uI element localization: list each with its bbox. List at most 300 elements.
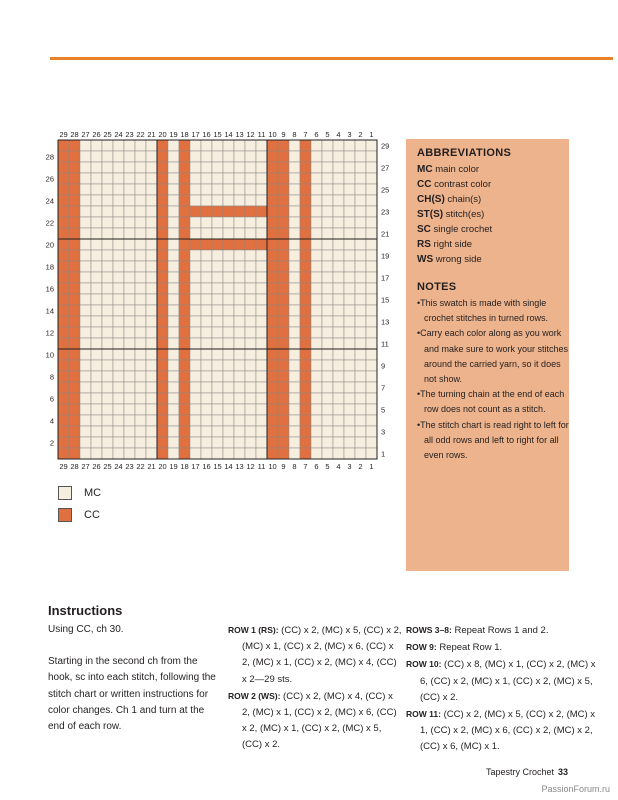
stitch-cell — [91, 371, 102, 382]
stitch-cell — [256, 448, 267, 459]
stitch-cell — [91, 415, 102, 426]
column-label: 11 — [257, 462, 266, 471]
stitch-cell — [267, 217, 278, 228]
stitch-cell — [168, 349, 179, 360]
column-label: 9 — [281, 462, 286, 471]
footer-title: Tapestry Crochet — [485, 767, 554, 777]
stitch-cell — [366, 228, 377, 239]
stitch-cell — [355, 393, 366, 404]
stitch-cell — [179, 151, 190, 162]
stitch-cell — [190, 151, 201, 162]
stitch-cell — [80, 382, 91, 393]
stitch-cell — [201, 448, 212, 459]
stitch-cell — [355, 349, 366, 360]
stitch-cell — [58, 371, 69, 382]
stitch-cell — [190, 140, 201, 151]
stitch-cell — [212, 184, 223, 195]
stitch-cell — [190, 360, 201, 371]
stitch-cell — [278, 261, 289, 272]
stitch-cell — [124, 283, 135, 294]
stitch-cell — [344, 261, 355, 272]
stitch-cell — [80, 162, 91, 173]
stitch-cell — [80, 327, 91, 338]
stitch-cell — [190, 294, 201, 305]
stitch-cell — [234, 151, 245, 162]
stitch-cell — [58, 415, 69, 426]
stitch-cell — [69, 349, 80, 360]
stitch-cell — [267, 162, 278, 173]
stitch-cell — [311, 327, 322, 338]
stitch-cell — [278, 228, 289, 239]
stitch-cell — [69, 415, 80, 426]
stitch-cell — [289, 448, 300, 459]
stitch-cell — [333, 228, 344, 239]
stitch-cell — [201, 250, 212, 261]
stitch-cell — [124, 360, 135, 371]
stitch-cell — [245, 184, 256, 195]
stitch-cell — [80, 250, 91, 261]
row-label-left: 18 — [45, 262, 54, 272]
stitch-cell — [157, 426, 168, 437]
stitch-cell — [355, 206, 366, 217]
note-item: • The stitch chart is read right to left for all odd rows and left to right for all even rows. — [417, 418, 569, 464]
stitch-cell — [179, 349, 190, 360]
stitch-cell — [135, 140, 146, 151]
stitch-cell — [69, 294, 80, 305]
column-label: 29 — [59, 130, 68, 139]
stitch-cell — [212, 338, 223, 349]
stitch-cell — [245, 206, 256, 217]
stitch-cell — [190, 437, 201, 448]
stitch-cell — [58, 382, 69, 393]
stitch-cell — [80, 294, 91, 305]
abbreviation-item: RS right side — [417, 239, 473, 250]
note-item: • Carry each color along as you work and make sure to work your stitches around the carried yarn, so it does not show. — [417, 326, 569, 387]
stitch-cell — [179, 360, 190, 371]
stitch-cell — [69, 162, 80, 173]
stitch-cell — [300, 448, 311, 459]
stitch-cell — [311, 371, 322, 382]
stitch-cell — [69, 250, 80, 261]
stitch-cell — [278, 283, 289, 294]
stitch-cell — [91, 184, 102, 195]
stitch-cell — [245, 426, 256, 437]
stitch-cell — [256, 327, 267, 338]
stitch-cell — [69, 239, 80, 250]
stitch-cell — [135, 272, 146, 283]
stitch-cell — [322, 393, 333, 404]
stitch-cell — [179, 195, 190, 206]
stitch-cell — [179, 250, 190, 261]
stitch-cell — [168, 448, 179, 459]
stitch-cell — [179, 239, 190, 250]
stitch-cell — [91, 448, 102, 459]
stitch-cell — [300, 151, 311, 162]
stitch-cell — [80, 206, 91, 217]
stitch-cell — [289, 415, 300, 426]
stitch-cell — [91, 283, 102, 294]
column-label: 9 — [281, 130, 286, 139]
stitch-cell — [124, 250, 135, 261]
stitch-cell — [256, 371, 267, 382]
stitch-cell — [333, 195, 344, 206]
stitch-cell — [58, 272, 69, 283]
stitch-cell — [234, 393, 245, 404]
stitch-cell — [311, 404, 322, 415]
stitch-cell — [113, 294, 124, 305]
column-label: 17 — [191, 130, 200, 139]
stitch-cell — [135, 261, 146, 272]
stitch-cell — [212, 316, 223, 327]
stitch-cell — [58, 393, 69, 404]
stitch-cell — [157, 140, 168, 151]
stitch-cell — [69, 272, 80, 283]
column-label: 1 — [369, 462, 374, 471]
row-label-left: 2 — [49, 438, 54, 448]
stitch-cell — [113, 151, 124, 162]
stitch-cell — [201, 228, 212, 239]
stitch-cell — [223, 261, 234, 272]
stitch-cell — [234, 195, 245, 206]
stitch-cell — [212, 162, 223, 173]
stitch-cell — [333, 371, 344, 382]
stitch-cell — [58, 360, 69, 371]
stitch-cell — [245, 404, 256, 415]
stitch-cell — [124, 261, 135, 272]
stitch-cell — [113, 217, 124, 228]
stitch-cell — [355, 360, 366, 371]
stitch-cell — [333, 184, 344, 195]
stitch-cell — [135, 360, 146, 371]
stitch-cell — [201, 294, 212, 305]
row-label-right: 29 — [381, 141, 390, 151]
stitch-cell — [80, 151, 91, 162]
stitch-cell — [124, 294, 135, 305]
stitch-cell — [366, 250, 377, 261]
stitch-cell — [190, 261, 201, 272]
stitch-cell — [355, 217, 366, 228]
stitch-cell — [256, 437, 267, 448]
stitch-cell — [91, 327, 102, 338]
stitch-cell — [168, 283, 179, 294]
stitch-cell — [256, 382, 267, 393]
stitch-cell — [311, 349, 322, 360]
stitch-cell — [322, 294, 333, 305]
column-label: 21 — [147, 462, 156, 471]
stitch-cell — [168, 338, 179, 349]
stitch-cell — [201, 184, 212, 195]
stitch-cell — [146, 162, 157, 173]
stitch-cell — [322, 272, 333, 283]
stitch-cell — [135, 316, 146, 327]
stitch-cell — [267, 327, 278, 338]
column-label: 12 — [246, 462, 255, 471]
row-label-right: 23 — [381, 207, 390, 217]
stitch-cell — [267, 371, 278, 382]
stitch-cell — [245, 261, 256, 272]
stitch-cell — [157, 305, 168, 316]
stitch-cell — [300, 173, 311, 184]
stitch-cell — [102, 415, 113, 426]
stitch-cell — [289, 316, 300, 327]
stitch-cell — [355, 162, 366, 173]
stitch-cell — [333, 261, 344, 272]
abbreviation-item: WS wrong side — [417, 254, 482, 265]
column-label: 6 — [314, 130, 319, 139]
stitch-cell — [212, 349, 223, 360]
stitch-cell — [333, 217, 344, 228]
stitch-cell — [267, 206, 278, 217]
stitch-cell — [113, 360, 124, 371]
stitch-cell — [344, 371, 355, 382]
stitch-cell — [201, 283, 212, 294]
stitch-cell — [168, 184, 179, 195]
row-label-right: 17 — [381, 273, 390, 283]
stitch-cell — [267, 349, 278, 360]
stitch-cell — [58, 426, 69, 437]
stitch-cell — [333, 283, 344, 294]
stitch-cell — [333, 448, 344, 459]
stitch-cell — [333, 305, 344, 316]
stitch-cell — [157, 261, 168, 272]
stitch-cell — [157, 250, 168, 261]
stitch-cell — [344, 360, 355, 371]
stitch-cell — [124, 184, 135, 195]
stitch-cell — [91, 195, 102, 206]
stitch-cell — [344, 316, 355, 327]
stitch-cell — [135, 151, 146, 162]
stitch-cell — [168, 426, 179, 437]
stitch-cell — [355, 305, 366, 316]
stitch-cell — [223, 272, 234, 283]
stitch-cell — [256, 426, 267, 437]
stitch-cell — [311, 140, 322, 151]
stitch-cell — [201, 239, 212, 250]
stitch-cell — [58, 261, 69, 272]
stitch-cell — [179, 162, 190, 173]
stitch-cell — [113, 437, 124, 448]
stitch-cell — [124, 437, 135, 448]
stitch-cell — [190, 426, 201, 437]
stitch-cell — [102, 228, 113, 239]
stitch-cell — [157, 206, 168, 217]
stitch-cell — [344, 338, 355, 349]
stitch-cell — [212, 272, 223, 283]
stitch-cell — [91, 239, 102, 250]
column-label: 23 — [125, 130, 134, 139]
stitch-cell — [278, 217, 289, 228]
stitch-cell — [289, 294, 300, 305]
stitch-cell — [278, 162, 289, 173]
stitch-cell — [157, 415, 168, 426]
stitch-cell — [58, 349, 69, 360]
stitch-cell — [102, 371, 113, 382]
stitch-cell — [190, 338, 201, 349]
stitch-cell — [80, 360, 91, 371]
stitch-cell — [113, 195, 124, 206]
stitch-cell — [300, 239, 311, 250]
stitch-cell — [157, 404, 168, 415]
stitch-cell — [179, 316, 190, 327]
stitch-cell — [366, 426, 377, 437]
stitch-cell — [179, 217, 190, 228]
stitch-cell — [245, 272, 256, 283]
stitch-cell — [322, 217, 333, 228]
stitch-cell — [58, 448, 69, 459]
stitch-cell — [190, 393, 201, 404]
stitch-cell — [212, 261, 223, 272]
stitch-cell — [344, 151, 355, 162]
stitch-cell — [245, 217, 256, 228]
stitch-cell — [344, 283, 355, 294]
stitch-cell — [333, 349, 344, 360]
column-label: 8 — [292, 130, 297, 139]
row-label-left: 10 — [45, 350, 54, 360]
stitch-cell — [278, 239, 289, 250]
stitch-cell — [333, 316, 344, 327]
stitch-cell — [223, 393, 234, 404]
stitch-cell — [267, 195, 278, 206]
stitch-cell — [168, 360, 179, 371]
stitch-cell — [311, 294, 322, 305]
stitch-cell — [322, 448, 333, 459]
top-rule — [50, 57, 613, 60]
stitch-cell — [135, 206, 146, 217]
stitch-cell — [135, 184, 146, 195]
column-label: 16 — [202, 130, 211, 139]
stitch-cell — [212, 217, 223, 228]
stitch-cell — [102, 173, 113, 184]
stitch-cell — [344, 294, 355, 305]
stitch-cell — [91, 393, 102, 404]
stitch-cell — [146, 195, 157, 206]
stitch-cell — [201, 360, 212, 371]
stitch-cell — [168, 404, 179, 415]
stitch-cell — [300, 327, 311, 338]
watermark: PassionForum.ru — [541, 784, 610, 794]
stitch-cell — [311, 393, 322, 404]
stitch-cell — [300, 404, 311, 415]
stitch-cell — [146, 294, 157, 305]
stitch-cell — [146, 173, 157, 184]
stitch-cell — [201, 140, 212, 151]
column-label: 18 — [180, 130, 189, 139]
stitch-cell — [245, 173, 256, 184]
stitch-cell — [267, 382, 278, 393]
stitch-cell — [267, 173, 278, 184]
stitch-cell — [135, 294, 146, 305]
stitch-cell — [146, 349, 157, 360]
row-instructions-right — [406, 622, 596, 756]
stitch-cell — [333, 437, 344, 448]
stitch-cell — [223, 338, 234, 349]
stitch-cell — [135, 404, 146, 415]
legend-mc — [58, 486, 101, 500]
stitch-cell — [58, 162, 69, 173]
stitch-cell — [179, 140, 190, 151]
stitch-cell — [234, 217, 245, 228]
stitch-cell — [300, 415, 311, 426]
stitch-cell — [322, 151, 333, 162]
stitch-cell — [267, 437, 278, 448]
stitch-cell — [190, 250, 201, 261]
stitch-cell — [311, 305, 322, 316]
stitch-cell — [322, 437, 333, 448]
stitch-cell — [311, 316, 322, 327]
stitch-cell — [190, 283, 201, 294]
stitch-cell — [289, 371, 300, 382]
stitch-cell — [245, 382, 256, 393]
stitch-cell — [58, 404, 69, 415]
stitch-cell — [278, 294, 289, 305]
stitch-cell — [234, 338, 245, 349]
stitch-cell — [311, 228, 322, 239]
stitch-cell — [212, 294, 223, 305]
note-item: • This swatch is made with single crochet stitches in turned rows. — [417, 296, 569, 326]
stitch-cell — [355, 415, 366, 426]
stitch-cell — [333, 173, 344, 184]
stitch-cell — [256, 228, 267, 239]
stitch-cell — [300, 294, 311, 305]
row-instruction: ROW 1 (RS): (CC) x 2, (MC) x 5, (CC) x 2, (MC) x 1, (CC) x 2, (MC) x 6, (CC) x 2, (MC) x 1, (CC) x 2, (MC) x 4, (CC) x 2—29 sts. — [228, 625, 402, 685]
stitch-cell — [289, 140, 300, 151]
stitch-cell — [366, 184, 377, 195]
stitch-cell — [234, 140, 245, 151]
stitch-cell — [333, 404, 344, 415]
stitch-cell — [245, 283, 256, 294]
stitch-cell — [168, 382, 179, 393]
stitch-cell — [267, 305, 278, 316]
stitch-cell — [157, 448, 168, 459]
stitch-cell — [190, 195, 201, 206]
stitch-cell — [69, 437, 80, 448]
stitch-cell — [212, 305, 223, 316]
stitch-cell — [113, 316, 124, 327]
stitch-cell — [311, 184, 322, 195]
stitch-cell — [124, 426, 135, 437]
stitch-cell — [278, 437, 289, 448]
stitch-cell — [289, 261, 300, 272]
stitch-cell — [124, 371, 135, 382]
stitch-cell — [69, 316, 80, 327]
stitch-cell — [223, 360, 234, 371]
stitch-cell — [102, 162, 113, 173]
stitch-cell — [212, 360, 223, 371]
stitch-cell — [333, 250, 344, 261]
stitch-cell — [355, 283, 366, 294]
stitch-cell — [179, 437, 190, 448]
stitch-cell — [179, 448, 190, 459]
stitch-cell — [289, 327, 300, 338]
stitch-cell — [344, 162, 355, 173]
row-label-left: 20 — [45, 240, 54, 250]
column-label: 29 — [59, 462, 68, 471]
stitch-cell — [333, 415, 344, 426]
stitch-cell — [355, 382, 366, 393]
stitch-cell — [333, 327, 344, 338]
stitch-cell — [80, 415, 91, 426]
stitch-cell — [311, 360, 322, 371]
stitch-cell — [124, 393, 135, 404]
stitch-cell — [322, 173, 333, 184]
stitch-cell — [157, 371, 168, 382]
stitch-cell — [201, 272, 212, 283]
stitch-cell — [289, 206, 300, 217]
stitch-cell — [355, 228, 366, 239]
stitch-cell — [311, 162, 322, 173]
stitch-cell — [124, 305, 135, 316]
stitch-cell — [135, 217, 146, 228]
